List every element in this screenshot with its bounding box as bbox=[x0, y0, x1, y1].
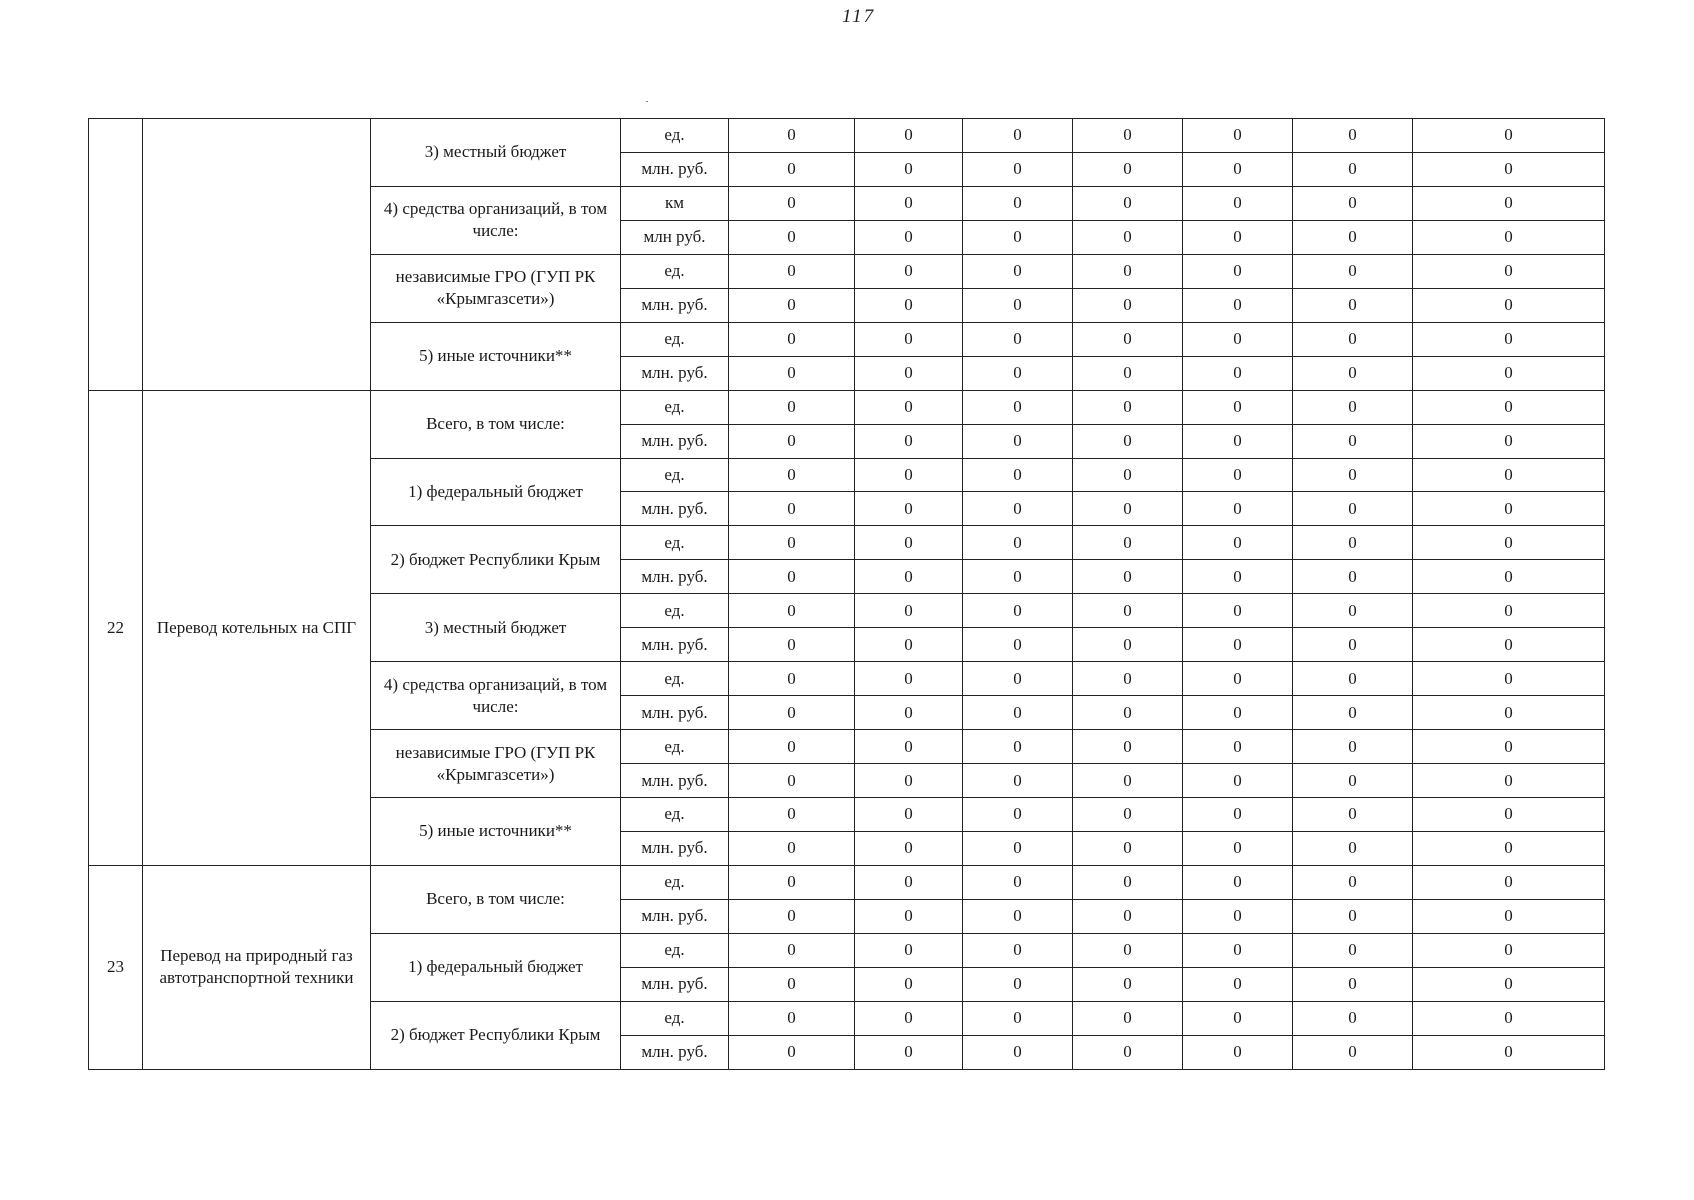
unit: ед. bbox=[621, 1001, 729, 1035]
value-cell: 0 bbox=[855, 560, 963, 594]
value-cell: 0 bbox=[729, 832, 855, 866]
value-cell: 0 bbox=[1183, 220, 1293, 254]
value-cell: 0 bbox=[963, 967, 1073, 1001]
unit: млн. руб. bbox=[621, 560, 729, 594]
value-cell: 0 bbox=[729, 322, 855, 356]
value-cell: 0 bbox=[1183, 1035, 1293, 1069]
value-cell: 0 bbox=[1073, 696, 1183, 730]
value-cell: 0 bbox=[729, 696, 855, 730]
value-cell: 0 bbox=[1073, 220, 1183, 254]
value-cell: 0 bbox=[1073, 1035, 1183, 1069]
value-cell: 0 bbox=[963, 390, 1073, 424]
value-cell: 0 bbox=[1183, 764, 1293, 798]
value-cell: 0 bbox=[1293, 458, 1413, 492]
value-cell: 0 bbox=[1073, 560, 1183, 594]
value-cell: 0 bbox=[1183, 1001, 1293, 1035]
value-cell: 0 bbox=[1413, 865, 1605, 899]
funding-source: Всего, в том числе: bbox=[371, 865, 621, 933]
value-cell: 0 bbox=[729, 865, 855, 899]
value-cell: 0 bbox=[729, 254, 855, 288]
value-cell: 0 bbox=[1183, 967, 1293, 1001]
value-cell: 0 bbox=[1073, 764, 1183, 798]
value-cell: 0 bbox=[855, 390, 963, 424]
value-cell: 0 bbox=[963, 798, 1073, 832]
value-cell: 0 bbox=[1413, 764, 1605, 798]
value-cell: 0 bbox=[1293, 390, 1413, 424]
value-cell: 0 bbox=[963, 356, 1073, 390]
unit: ед. bbox=[621, 798, 729, 832]
value-cell: 0 bbox=[1073, 1001, 1183, 1035]
value-cell: 0 bbox=[1073, 967, 1183, 1001]
value-cell: 0 bbox=[729, 152, 855, 186]
value-cell: 0 bbox=[855, 322, 963, 356]
value-cell: 0 bbox=[855, 492, 963, 526]
value-cell: 0 bbox=[1073, 730, 1183, 764]
funding-source: 4) средства организаций, в том числе: bbox=[371, 662, 621, 730]
unit: млн руб. bbox=[621, 220, 729, 254]
value-cell: 0 bbox=[963, 1001, 1073, 1035]
value-cell: 0 bbox=[1413, 696, 1605, 730]
value-cell: 0 bbox=[1413, 798, 1605, 832]
value-cell: 0 bbox=[963, 628, 1073, 662]
value-cell: 0 bbox=[729, 288, 855, 322]
value-cell: 0 bbox=[729, 1035, 855, 1069]
value-cell: 0 bbox=[729, 356, 855, 390]
value-cell: 0 bbox=[1293, 526, 1413, 560]
funding-source: 3) местный бюджет bbox=[371, 119, 621, 187]
value-cell: 0 bbox=[729, 424, 855, 458]
value-cell: 0 bbox=[1183, 696, 1293, 730]
unit: ед. bbox=[621, 254, 729, 288]
value-cell: 0 bbox=[1183, 628, 1293, 662]
value-cell: 0 bbox=[1293, 1035, 1413, 1069]
value-cell: 0 bbox=[855, 424, 963, 458]
value-cell: 0 bbox=[1293, 424, 1413, 458]
value-cell: 0 bbox=[1413, 424, 1605, 458]
value-cell: 0 bbox=[1293, 899, 1413, 933]
value-cell: 0 bbox=[855, 696, 963, 730]
value-cell: 0 bbox=[1293, 662, 1413, 696]
value-cell: 0 bbox=[1183, 458, 1293, 492]
value-cell: 0 bbox=[1413, 119, 1605, 153]
value-cell: 0 bbox=[1293, 492, 1413, 526]
unit: ед. bbox=[621, 390, 729, 424]
value-cell: 0 bbox=[1413, 560, 1605, 594]
value-cell: 0 bbox=[1413, 628, 1605, 662]
value-cell: 0 bbox=[963, 492, 1073, 526]
value-cell: 0 bbox=[1413, 220, 1605, 254]
value-cell: 0 bbox=[1183, 322, 1293, 356]
value-cell: 0 bbox=[963, 526, 1073, 560]
value-cell: 0 bbox=[855, 220, 963, 254]
value-cell: 0 bbox=[855, 798, 963, 832]
funding-source: 2) бюджет Республики Крым bbox=[371, 1001, 621, 1069]
value-cell: 0 bbox=[1073, 152, 1183, 186]
value-cell: 0 bbox=[1293, 798, 1413, 832]
value-cell: 0 bbox=[1183, 832, 1293, 866]
value-cell: 0 bbox=[1183, 492, 1293, 526]
value-cell: 0 bbox=[1293, 152, 1413, 186]
funding-source: 1) федеральный бюджет bbox=[371, 458, 621, 526]
value-cell: 0 bbox=[1293, 628, 1413, 662]
value-cell: 0 bbox=[963, 186, 1073, 220]
unit: млн. руб. bbox=[621, 288, 729, 322]
value-cell: 0 bbox=[729, 899, 855, 933]
value-cell: 0 bbox=[1413, 899, 1605, 933]
value-cell: 0 bbox=[1183, 288, 1293, 322]
value-cell: 0 bbox=[1073, 899, 1183, 933]
value-cell: 0 bbox=[1293, 356, 1413, 390]
value-cell: 0 bbox=[1293, 594, 1413, 628]
value-cell: 0 bbox=[1293, 220, 1413, 254]
value-cell: 0 bbox=[1183, 730, 1293, 764]
unit: млн. руб. bbox=[621, 696, 729, 730]
value-cell: 0 bbox=[1413, 322, 1605, 356]
value-cell: 0 bbox=[1183, 424, 1293, 458]
unit: ед. bbox=[621, 526, 729, 560]
funding-source: 2) бюджет Республики Крым bbox=[371, 526, 621, 594]
value-cell: 0 bbox=[855, 628, 963, 662]
unit: ед. bbox=[621, 865, 729, 899]
value-cell: 0 bbox=[1183, 186, 1293, 220]
value-cell: 0 bbox=[729, 492, 855, 526]
value-cell: 0 bbox=[1293, 186, 1413, 220]
value-cell: 0 bbox=[729, 220, 855, 254]
funding-source: 5) иные источники** bbox=[371, 798, 621, 866]
value-cell: 0 bbox=[1073, 322, 1183, 356]
value-cell: 0 bbox=[1183, 594, 1293, 628]
value-cell: 0 bbox=[1413, 662, 1605, 696]
value-cell: 0 bbox=[1073, 390, 1183, 424]
value-cell: 0 bbox=[1293, 288, 1413, 322]
value-cell: 0 bbox=[963, 560, 1073, 594]
value-cell: 0 bbox=[855, 186, 963, 220]
value-cell: 0 bbox=[855, 933, 963, 967]
value-cell: 0 bbox=[1413, 458, 1605, 492]
value-cell: 0 bbox=[729, 967, 855, 1001]
value-cell: 0 bbox=[1073, 662, 1183, 696]
unit: млн. руб. bbox=[621, 424, 729, 458]
unit: ед. bbox=[621, 662, 729, 696]
funding-source: 3) местный бюджет bbox=[371, 594, 621, 662]
value-cell: 0 bbox=[729, 628, 855, 662]
value-cell: 0 bbox=[963, 288, 1073, 322]
value-cell: 0 bbox=[1073, 865, 1183, 899]
value-cell: 0 bbox=[729, 560, 855, 594]
value-cell: 0 bbox=[729, 933, 855, 967]
value-cell: 0 bbox=[1183, 152, 1293, 186]
value-cell: 0 bbox=[1073, 526, 1183, 560]
value-cell: 0 bbox=[1073, 594, 1183, 628]
value-cell: 0 bbox=[729, 764, 855, 798]
value-cell: 0 bbox=[1293, 764, 1413, 798]
value-cell: 0 bbox=[1413, 526, 1605, 560]
value-cell: 0 bbox=[1073, 288, 1183, 322]
value-cell: 0 bbox=[1293, 967, 1413, 1001]
unit: млн. руб. bbox=[621, 628, 729, 662]
value-cell: 0 bbox=[1073, 933, 1183, 967]
funding-source: независимые ГРО (ГУП РК «Крымгазсети») bbox=[371, 254, 621, 322]
funding-source: Всего, в том числе: bbox=[371, 390, 621, 458]
value-cell: 0 bbox=[1413, 933, 1605, 967]
value-cell: 0 bbox=[1183, 899, 1293, 933]
value-cell: 0 bbox=[1413, 730, 1605, 764]
value-cell: 0 bbox=[855, 458, 963, 492]
unit: млн. руб. bbox=[621, 764, 729, 798]
item-number: 22 bbox=[89, 390, 143, 865]
value-cell: 0 bbox=[729, 526, 855, 560]
value-cell: 0 bbox=[963, 899, 1073, 933]
value-cell: 0 bbox=[963, 662, 1073, 696]
value-cell: 0 bbox=[855, 832, 963, 866]
value-cell: 0 bbox=[1073, 492, 1183, 526]
value-cell: 0 bbox=[963, 865, 1073, 899]
value-cell: 0 bbox=[1073, 628, 1183, 662]
value-cell: 0 bbox=[1413, 967, 1605, 1001]
value-cell: 0 bbox=[729, 390, 855, 424]
value-cell: 0 bbox=[1073, 119, 1183, 153]
value-cell: 0 bbox=[1413, 594, 1605, 628]
value-cell: 0 bbox=[1413, 152, 1605, 186]
value-cell: 0 bbox=[963, 832, 1073, 866]
measure-name: Перевод на природный газ автотранспортной техники bbox=[143, 865, 371, 1069]
value-cell: 0 bbox=[1183, 662, 1293, 696]
value-cell: 0 bbox=[1183, 390, 1293, 424]
value-cell: 0 bbox=[855, 865, 963, 899]
value-cell: 0 bbox=[963, 424, 1073, 458]
value-cell: 0 bbox=[1293, 254, 1413, 288]
value-cell: 0 bbox=[855, 730, 963, 764]
scan-speck bbox=[646, 101, 648, 102]
value-cell: 0 bbox=[855, 764, 963, 798]
value-cell: 0 bbox=[855, 594, 963, 628]
value-cell: 0 bbox=[1413, 492, 1605, 526]
unit: ед. bbox=[621, 933, 729, 967]
table-row bbox=[89, 865, 1605, 899]
value-cell: 0 bbox=[729, 186, 855, 220]
table-row bbox=[89, 119, 1605, 153]
value-cell: 0 bbox=[1073, 798, 1183, 832]
unit: млн. руб. bbox=[621, 832, 729, 866]
value-cell: 0 bbox=[1413, 254, 1605, 288]
unit: ед. bbox=[621, 458, 729, 492]
value-cell: 0 bbox=[1413, 356, 1605, 390]
value-cell: 0 bbox=[963, 254, 1073, 288]
unit: млн. руб. bbox=[621, 492, 729, 526]
funding-source: 5) иные источники** bbox=[371, 322, 621, 390]
value-cell: 0 bbox=[1183, 254, 1293, 288]
value-cell: 0 bbox=[1073, 424, 1183, 458]
value-cell: 0 bbox=[1073, 458, 1183, 492]
unit: км bbox=[621, 186, 729, 220]
value-cell: 0 bbox=[963, 119, 1073, 153]
value-cell: 0 bbox=[1413, 1001, 1605, 1035]
value-cell: 0 bbox=[855, 899, 963, 933]
value-cell: 0 bbox=[1413, 288, 1605, 322]
value-cell: 0 bbox=[1293, 119, 1413, 153]
value-cell: 0 bbox=[855, 288, 963, 322]
table-row bbox=[89, 390, 1605, 424]
value-cell: 0 bbox=[855, 152, 963, 186]
value-cell: 0 bbox=[855, 662, 963, 696]
funding-source: независимые ГРО (ГУП РК «Крымгазсети») bbox=[371, 730, 621, 798]
unit: ед. bbox=[621, 119, 729, 153]
value-cell: 0 bbox=[1293, 1001, 1413, 1035]
value-cell: 0 bbox=[1413, 832, 1605, 866]
value-cell: 0 bbox=[1183, 865, 1293, 899]
funding-source: 1) федеральный бюджет bbox=[371, 933, 621, 1001]
value-cell: 0 bbox=[963, 220, 1073, 254]
value-cell: 0 bbox=[963, 458, 1073, 492]
value-cell: 0 bbox=[963, 696, 1073, 730]
value-cell: 0 bbox=[1293, 832, 1413, 866]
value-cell: 0 bbox=[1183, 119, 1293, 153]
value-cell: 0 bbox=[729, 119, 855, 153]
value-cell: 0 bbox=[1413, 186, 1605, 220]
value-cell: 0 bbox=[963, 933, 1073, 967]
item-number bbox=[89, 119, 143, 391]
value-cell: 0 bbox=[1073, 356, 1183, 390]
value-cell: 0 bbox=[963, 730, 1073, 764]
value-cell: 0 bbox=[963, 1035, 1073, 1069]
value-cell: 0 bbox=[729, 594, 855, 628]
value-cell: 0 bbox=[1073, 186, 1183, 220]
funding-table bbox=[88, 118, 1605, 1070]
unit: млн. руб. bbox=[621, 967, 729, 1001]
unit: млн. руб. bbox=[621, 356, 729, 390]
value-cell: 0 bbox=[1183, 798, 1293, 832]
value-cell: 0 bbox=[1293, 322, 1413, 356]
unit: ед. bbox=[621, 594, 729, 628]
value-cell: 0 bbox=[1183, 356, 1293, 390]
value-cell: 0 bbox=[729, 1001, 855, 1035]
value-cell: 0 bbox=[729, 458, 855, 492]
unit: млн. руб. bbox=[621, 899, 729, 933]
value-cell: 0 bbox=[1183, 933, 1293, 967]
value-cell: 0 bbox=[1183, 526, 1293, 560]
value-cell: 0 bbox=[1183, 560, 1293, 594]
value-cell: 0 bbox=[729, 730, 855, 764]
value-cell: 0 bbox=[855, 254, 963, 288]
value-cell: 0 bbox=[1293, 933, 1413, 967]
unit: млн. руб. bbox=[621, 152, 729, 186]
value-cell: 0 bbox=[855, 1001, 963, 1035]
value-cell: 0 bbox=[963, 322, 1073, 356]
item-number: 23 bbox=[89, 865, 143, 1069]
value-cell: 0 bbox=[729, 798, 855, 832]
value-cell: 0 bbox=[1073, 254, 1183, 288]
value-cell: 0 bbox=[963, 594, 1073, 628]
value-cell: 0 bbox=[1293, 696, 1413, 730]
measure-name bbox=[143, 119, 371, 391]
value-cell: 0 bbox=[855, 356, 963, 390]
unit: ед. bbox=[621, 730, 729, 764]
value-cell: 0 bbox=[855, 526, 963, 560]
value-cell: 0 bbox=[855, 119, 963, 153]
value-cell: 0 bbox=[1073, 832, 1183, 866]
unit: ед. bbox=[621, 322, 729, 356]
value-cell: 0 bbox=[729, 662, 855, 696]
value-cell: 0 bbox=[1293, 560, 1413, 594]
funding-source: 4) средства организаций, в том числе: bbox=[371, 186, 621, 254]
measure-name: Перевод котельных на СПГ bbox=[143, 390, 371, 865]
unit: млн. руб. bbox=[621, 1035, 729, 1069]
value-cell: 0 bbox=[1413, 1035, 1605, 1069]
value-cell: 0 bbox=[855, 1035, 963, 1069]
value-cell: 0 bbox=[1293, 730, 1413, 764]
page-number: 117 bbox=[842, 6, 876, 27]
value-cell: 0 bbox=[963, 152, 1073, 186]
value-cell: 0 bbox=[855, 967, 963, 1001]
value-cell: 0 bbox=[963, 764, 1073, 798]
value-cell: 0 bbox=[1413, 390, 1605, 424]
value-cell: 0 bbox=[1293, 865, 1413, 899]
